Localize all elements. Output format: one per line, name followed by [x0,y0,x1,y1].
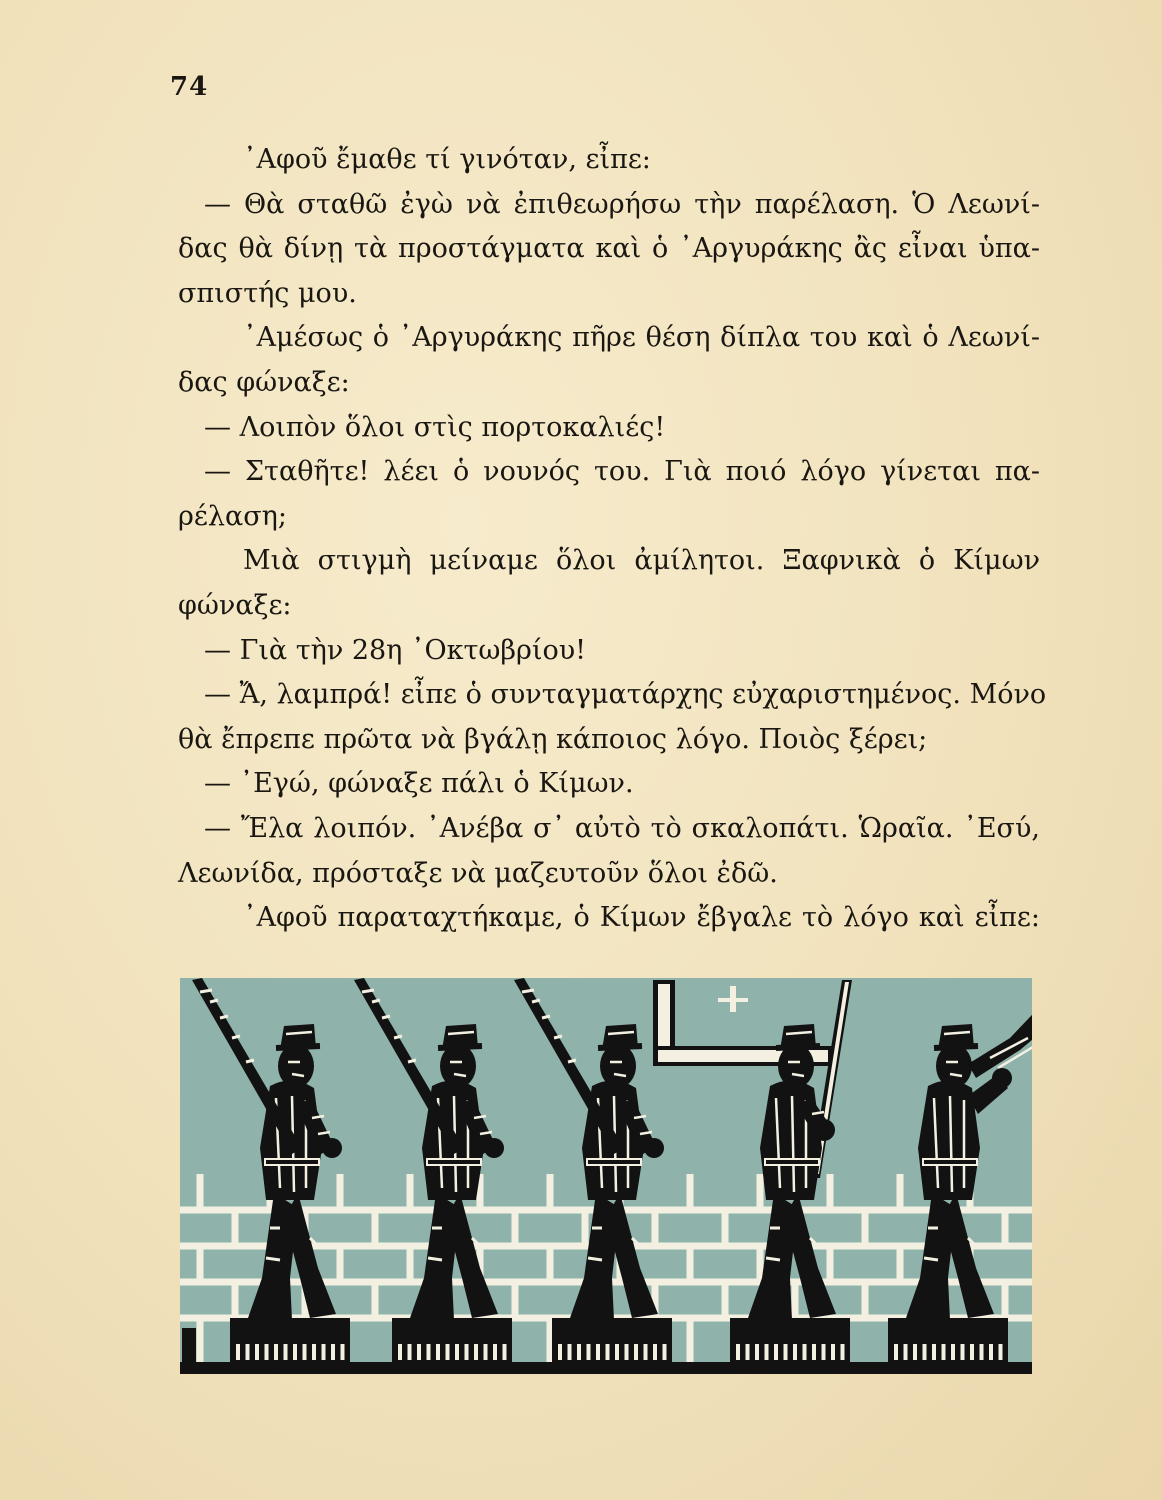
text-line: Μιὰ στιγμὴ μείναμε ὅλοι ἀμίλητοι. Ξαφνικὰ ὁ Κίμων [243,545,1040,577]
text-line: σπιστής μου. [178,277,357,309]
text-line: δας φώναξε: [178,366,350,398]
text-line: — Θὰ σταθῶ ἐγὼ νὰ ἐπιθεωρήσω τὴν παρέλαση. Ὁ Λεωνί- [204,188,1040,220]
soldier-with-rifle-figure [514,978,672,1364]
text-line: — Λοιπὸν ὅλοι στὶς πορτοκαλιές! [204,411,666,443]
text-line: δας θὰ δίνῃ τὰ προστάγματα καὶ ὁ ᾿Αργυράκης ἂς εἶναι ὑπα- [178,233,1040,265]
text-line: Λεωνίδα, πρόσταξε νὰ μαζευτοῦν ὅλοι ἐδῶ. [178,857,778,889]
text-line: — Ἄ, λαμπρά! εἶπε ὁ συνταγματάρχης εὐχαριστημένος. Μόνο [204,679,1047,711]
text-line: φώναξε: [178,589,292,621]
ground-strip [180,1362,1032,1374]
flag [653,980,852,1178]
text-line: ρέλαση; [178,500,287,532]
trumpeter-figure [888,988,1032,1364]
text-line: ᾿Αφοῦ παραταχτήκαμε, ὁ Κίμων ἔβγαλε τὸ λόγο καὶ εἶπε: [243,902,1040,934]
soldier-with-rifle-figure [192,978,350,1364]
page-number: 74 [170,72,209,102]
marching-soldiers-illustration [180,978,1032,1374]
text-line: — Ἔλα λοιπόν. ᾿Ανέβα σ᾿ αὐτὸ τὸ σκαλοπάτι. Ὡραῖα. ᾿Εσύ, [204,812,1040,844]
text-line: — Σταθῆτε! λέει ὁ νουνός του. Γιὰ ποιό λόγο γίνεται πα- [204,456,1040,488]
text-line: — ᾿Εγώ, φώναξε πάλι ὁ Κίμων. [204,768,634,800]
text-line: ᾿Αμέσως ὁ ᾿Αργυράκης πῆρε θέση δίπλα του καὶ ὁ Λεωνί- [243,322,1040,354]
text-line: — Γιὰ τὴν 28η ᾿Οκτωβρίου! [204,634,586,666]
text-line: ᾿Αφοῦ ἔμαθε τί γινόταν, εἶπε: [243,144,651,175]
body-text [178,138,1047,941]
text-line: θὰ ἔπρεπε πρῶτα νὰ βγάλῃ κάποιος λόγο. Ποιὸς ξέρει; [178,723,928,755]
